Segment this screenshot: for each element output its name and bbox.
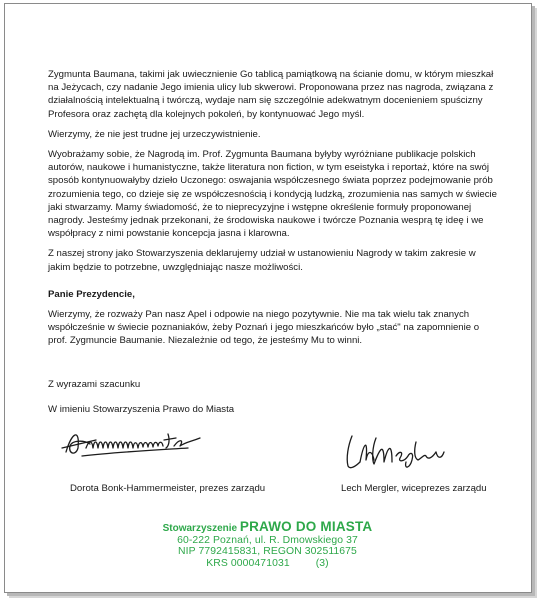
- paragraph-award-concept: Wyobrażamy sobie, że Nagrodą im. Prof. Zygmunta Baumana byłyby wyróżniane publikacje polskich autorów, naukowe i humanistyczne, także literatura non fiction, w tym eseistyka i reportaż, które na swój sposób kontynuowałyby dzieło Uczonego: oswajania współczesnego świata poprzez podejmowanie prób zrozumienia tego, co dzieje się ze współczesnością i kondycją ludzką, zrozumienia nas samych w świecie jaki stwarzamy. Mamy świadomość, że to nieprecyzyjne i wstępne określenie formuły proponowanej nagrody. Jesteśmy jednak przekonani, że środowiska naukowe i twórcze Poznania wesprą tę ideę i we współpracy z nimi powstanie koncepcja jasna i klarowna.: [48, 149, 497, 240]
- association-stamp: [160, 521, 375, 569]
- stamp-krs-row: [160, 558, 375, 570]
- signature-left-image: [56, 418, 216, 462]
- on-behalf-line: W imieniu Stowarzyszenia Prawo do Miasta: [48, 403, 235, 415]
- letter-body: [48, 68, 500, 423]
- salutation: Panie Prezydencie,: [48, 288, 135, 300]
- stamp-header: [160, 521, 375, 535]
- regards-line: Z wyrazami szacunku: [48, 378, 141, 390]
- paragraph-closing-appeal: Wierzymy, że rozważy Pan nasz Apel i odpowie na niego pozytywnie. Nie ma tak wielu tak znanych współcześnie w świecie poznaniaków, żeby Poznań i jego mieszkańców było „stać" na zapomnienie o prof. Zygmuncie Baumanie. Niezależnie od tego, że jesteśmy Mu to winni.: [48, 309, 480, 347]
- signer-right-name: Lech Mergler, wiceprezes zarządu: [341, 483, 487, 494]
- paragraph-belief: Wierzymy, że nie jest trudne jej urzeczywistnienie.: [48, 128, 261, 140]
- signer-left-name: Dorota Bonk-Hammermeister, prezes zarządu: [70, 483, 266, 494]
- paragraph-award-context: Zygmunta Baumana, takimi jak uwiecznienie Go tablicą pamiątkową na ścianie domu, w którym mieszkał na Jeżycach, czy nadanie Jego imienia ulicy lub skwerowi. Proponowana przez nas nagroda, związana z działalnością intelektualną i twórczą, wydaje nam się szczególnie adekwatnym docenieniem spuścizny Profesora oraz zachętą dla kolejnych pokoleń, by kontynuować Jego myśl.: [48, 69, 494, 120]
- stamp-name: PRAWO DO MIASTA: [239, 519, 373, 534]
- stamp-prefix: Stowarzyszenie: [162, 523, 238, 534]
- signature-right-image: [338, 430, 448, 474]
- stamp-krs: KRS 0000471031: [206, 557, 290, 569]
- stamp-ids: NIP 7792415831, REGON 302511675: [178, 546, 357, 558]
- page-number: (3): [315, 557, 329, 569]
- paragraph-association-declaration: Z naszej strony jako Stowarzyszenia deklarujemy udział w ustanowieniu Nagrody w takim zakresie w jakim będzie to potrzebne, uwzględniając nasze możliwości.: [48, 248, 476, 273]
- stamp-address: 60-222 Poznań, ul. R. Dmowskiego 37: [177, 534, 358, 546]
